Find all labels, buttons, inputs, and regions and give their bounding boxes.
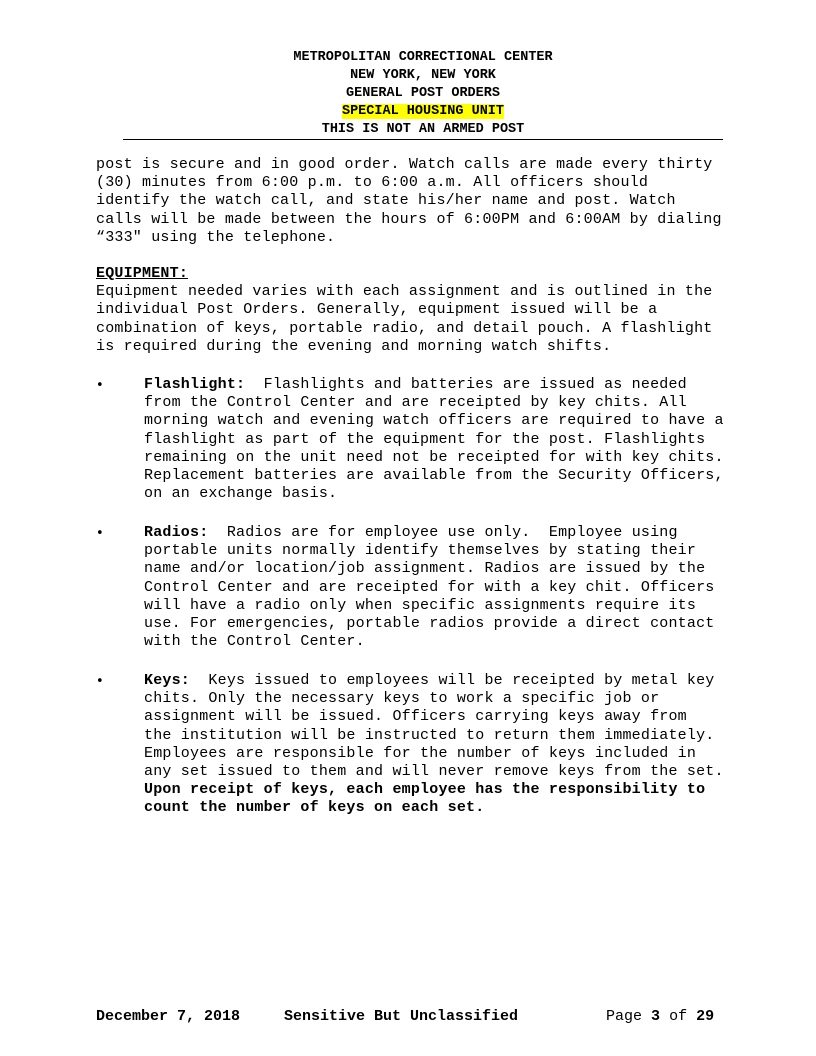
keys-first-line: Keys issued to employees will be receipted by metal key xyxy=(190,672,715,689)
bullet-icon: • xyxy=(96,674,104,689)
intro-line: “333" using the telephone. xyxy=(96,228,336,246)
footer-classification: Sensitive But Unclassified xyxy=(284,1008,519,1025)
intro-line: (30) minutes from 6:00 p.m. to 6:00 a.m. All officers should xyxy=(96,174,649,192)
footer-page-of: of xyxy=(669,1008,688,1025)
radios-line: name and/or location/job assignment. Radios are issued by the xyxy=(144,560,706,578)
intro-line: calls will be made between the hours of 6:00PM and 6:00AM by dialing xyxy=(96,210,722,228)
equipment-heading: EQUIPMENT: xyxy=(96,265,189,282)
equipment-line: Equipment needed varies with each assignment and is outlined in the xyxy=(96,283,713,301)
flashlight-label: Flashlight: xyxy=(144,376,246,393)
keys-item xyxy=(144,672,754,818)
keys-line: the institution will be instructed to return them immediately. xyxy=(144,726,715,744)
bullet-icon: • xyxy=(96,378,104,393)
keys-line: any set issued to them and will never remove keys from the set. xyxy=(144,763,724,781)
header-divider xyxy=(123,139,723,140)
radios-line: will have a radio only when specific assignments require its xyxy=(144,596,697,614)
flashlight-line: on an exchange basis. xyxy=(144,485,338,503)
radios-first-line: Radios are for employee use only. Employee using xyxy=(208,524,678,541)
flashlight-line: flashlight as part of the equipment for the post. Flashlights xyxy=(144,430,706,448)
keys-line: chits. Only the necessary keys to work a specific job or xyxy=(144,690,660,708)
equipment-line: is required during the evening and morning watch shifts. xyxy=(96,337,612,355)
header-unit xyxy=(123,103,723,121)
footer-page-number xyxy=(606,1008,714,1026)
flashlight-line: from the Control Center and are receipted by key chits. All xyxy=(144,394,687,412)
keys-line: assignment will be issued. Officers carrying keys away from xyxy=(144,708,687,726)
footer-page-current: 3 xyxy=(651,1008,661,1025)
intro-line: post is secure and in good order. Watch calls are made every thirty xyxy=(96,156,713,173)
keys-label: Keys: xyxy=(144,672,191,689)
keys-emphasis-line: count the number of keys on each set. xyxy=(144,799,485,817)
radios-line: with the Control Center. xyxy=(144,633,365,651)
equipment-section xyxy=(96,265,756,356)
flashlight-line: remaining on the unit need not be receipted for with key chits. xyxy=(144,448,724,466)
flashlight-item xyxy=(144,376,754,503)
flashlight-first-line: Flashlights and batteries are issued as needed xyxy=(245,376,687,393)
footer-page-word: Page xyxy=(606,1008,643,1025)
radios-label: Radios: xyxy=(144,524,209,541)
header-unit-highlight: SPECIAL HOUSING UNIT xyxy=(341,104,505,119)
equipment-line: individual Post Orders. Generally, equipment issued will be a xyxy=(96,301,658,319)
radios-item xyxy=(144,524,754,651)
keys-emphasis-line: Upon receipt of keys, each employee has the responsibility to xyxy=(144,781,706,799)
document-header xyxy=(123,49,723,139)
header-post-status: THIS IS NOT AN ARMED POST xyxy=(321,122,525,137)
radios-line: portable units normally identify themselves by stating their xyxy=(144,542,697,560)
flashlight-line: Replacement batteries are available from the Security Officers, xyxy=(144,467,724,485)
header-location: NEW YORK, NEW YORK xyxy=(350,68,496,83)
footer-date: December 7, 2018 xyxy=(96,1008,241,1025)
equipment-line: combination of keys, portable radio, and detail pouch. A flashlight xyxy=(96,319,713,337)
footer-page-total: 29 xyxy=(696,1008,715,1025)
header-facility: METROPOLITAN CORRECTIONAL CENTER xyxy=(293,50,553,65)
radios-line: use. For emergencies, portable radios provide a direct contact xyxy=(144,615,715,633)
radios-line: Control Center and are receipted for with a key chit. Officers xyxy=(144,578,715,596)
intro-paragraph xyxy=(96,156,756,247)
header-doc-type: GENERAL POST ORDERS xyxy=(346,86,500,101)
keys-line: Employees are responsible for the number of keys included in xyxy=(144,744,697,762)
flashlight-line: morning watch and evening watch officers are required to have a xyxy=(144,412,724,430)
intro-line: identify the watch call, and state his/her name and post. Watch xyxy=(96,192,676,210)
bullet-icon: • xyxy=(96,526,104,541)
